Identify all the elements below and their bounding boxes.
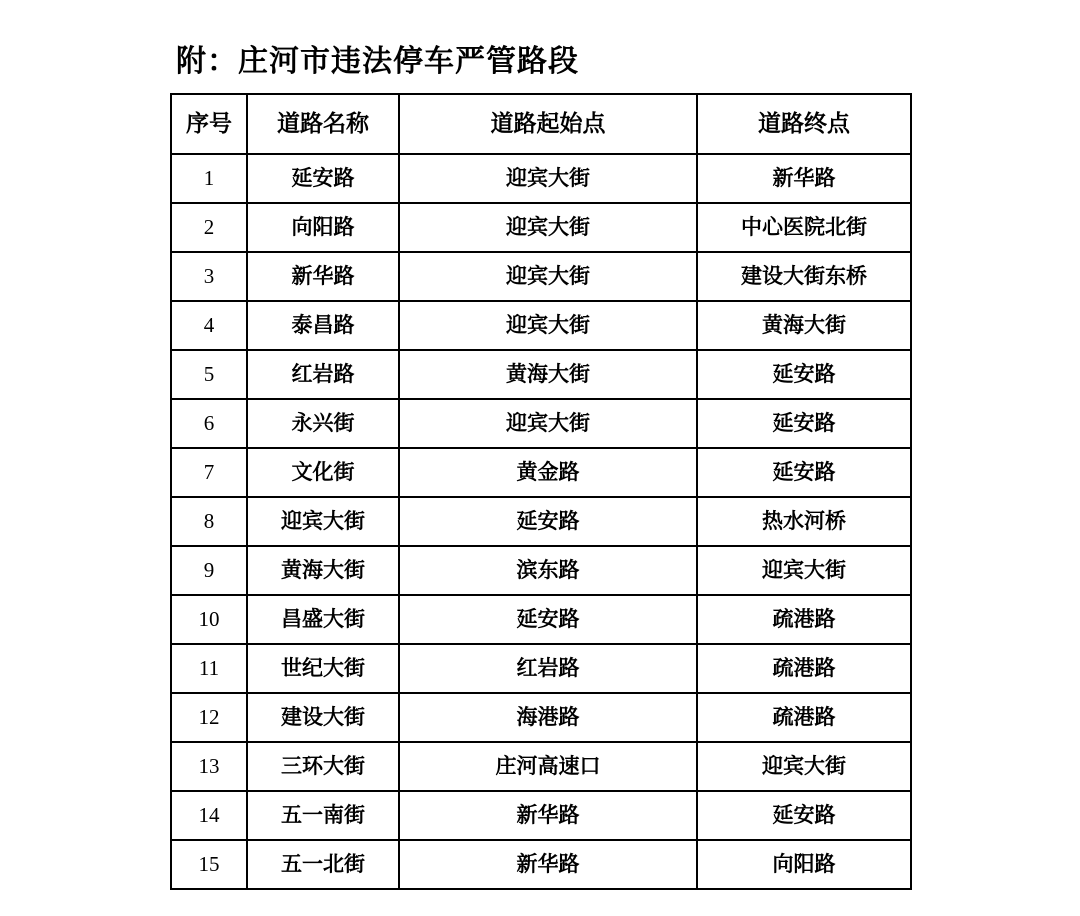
cell-road-name: 文化街 — [247, 448, 399, 497]
table-row — [171, 448, 911, 497]
table-row — [171, 546, 911, 595]
table-row — [171, 595, 911, 644]
cell-end-point: 中心医院北街 — [697, 203, 911, 252]
cell-road-name: 新华路 — [247, 252, 399, 301]
column-header-end-point: 道路终点 — [697, 94, 911, 154]
page-title: 附：庄河市违法停车严管路段 — [176, 45, 579, 78]
cell-road-name: 三环大街 — [247, 742, 399, 791]
cell-start-point: 红岩路 — [399, 644, 697, 693]
cell-index: 2 — [171, 203, 247, 252]
cell-end-point: 疏港路 — [697, 644, 911, 693]
cell-road-name: 永兴街 — [247, 399, 399, 448]
cell-start-point: 迎宾大街 — [399, 301, 697, 350]
table-header-row — [171, 94, 911, 154]
table-row — [171, 644, 911, 693]
table-row — [171, 350, 911, 399]
table-row — [171, 301, 911, 350]
cell-index: 3 — [171, 252, 247, 301]
cell-index: 8 — [171, 497, 247, 546]
cell-end-point: 向阳路 — [697, 840, 911, 889]
cell-start-point: 黄海大街 — [399, 350, 697, 399]
cell-end-point: 疏港路 — [697, 595, 911, 644]
cell-start-point: 海港路 — [399, 693, 697, 742]
cell-road-name: 黄海大街 — [247, 546, 399, 595]
column-header-index: 序号 — [171, 94, 247, 154]
table-row — [171, 203, 911, 252]
road-table-container — [170, 93, 910, 890]
cell-road-name: 五一北街 — [247, 840, 399, 889]
cell-road-name: 五一南街 — [247, 791, 399, 840]
cell-start-point: 新华路 — [399, 791, 697, 840]
cell-end-point: 新华路 — [697, 154, 911, 203]
cell-road-name: 红岩路 — [247, 350, 399, 399]
cell-start-point: 迎宾大街 — [399, 252, 697, 301]
cell-start-point: 延安路 — [399, 497, 697, 546]
cell-start-point: 迎宾大街 — [399, 154, 697, 203]
cell-index: 9 — [171, 546, 247, 595]
cell-end-point: 黄海大街 — [697, 301, 911, 350]
cell-end-point: 延安路 — [697, 791, 911, 840]
cell-end-point: 迎宾大街 — [697, 742, 911, 791]
cell-index: 15 — [171, 840, 247, 889]
cell-index: 6 — [171, 399, 247, 448]
cell-start-point: 延安路 — [399, 595, 697, 644]
cell-start-point: 滨东路 — [399, 546, 697, 595]
cell-index: 1 — [171, 154, 247, 203]
cell-start-point: 迎宾大街 — [399, 203, 697, 252]
cell-index: 14 — [171, 791, 247, 840]
table-row — [171, 791, 911, 840]
table-row — [171, 693, 911, 742]
cell-road-name: 世纪大街 — [247, 644, 399, 693]
column-header-start-point: 道路起始点 — [399, 94, 697, 154]
cell-index: 4 — [171, 301, 247, 350]
table-row — [171, 742, 911, 791]
cell-start-point: 迎宾大街 — [399, 399, 697, 448]
cell-index: 13 — [171, 742, 247, 791]
cell-road-name: 延安路 — [247, 154, 399, 203]
cell-end-point: 疏港路 — [697, 693, 911, 742]
cell-road-name: 泰昌路 — [247, 301, 399, 350]
cell-road-name: 迎宾大街 — [247, 497, 399, 546]
cell-road-name: 向阳路 — [247, 203, 399, 252]
cell-end-point: 延安路 — [697, 399, 911, 448]
cell-end-point: 延安路 — [697, 350, 911, 399]
table-body — [171, 154, 911, 889]
cell-index: 5 — [171, 350, 247, 399]
table-row — [171, 154, 911, 203]
table-row — [171, 840, 911, 889]
cell-start-point: 庄河高速口 — [399, 742, 697, 791]
cell-start-point: 新华路 — [399, 840, 697, 889]
table-row — [171, 252, 911, 301]
cell-road-name: 建设大街 — [247, 693, 399, 742]
table-header — [171, 94, 911, 154]
cell-index: 10 — [171, 595, 247, 644]
table-row — [171, 497, 911, 546]
cell-end-point: 延安路 — [697, 448, 911, 497]
column-header-road-name: 道路名称 — [247, 94, 399, 154]
cell-index: 11 — [171, 644, 247, 693]
strict-parking-roads-table — [170, 93, 912, 890]
cell-index: 12 — [171, 693, 247, 742]
cell-start-point: 黄金路 — [399, 448, 697, 497]
table-row — [171, 399, 911, 448]
cell-end-point: 迎宾大街 — [697, 546, 911, 595]
cell-index: 7 — [171, 448, 247, 497]
cell-end-point: 热水河桥 — [697, 497, 911, 546]
cell-end-point: 建设大街东桥 — [697, 252, 911, 301]
cell-road-name: 昌盛大街 — [247, 595, 399, 644]
